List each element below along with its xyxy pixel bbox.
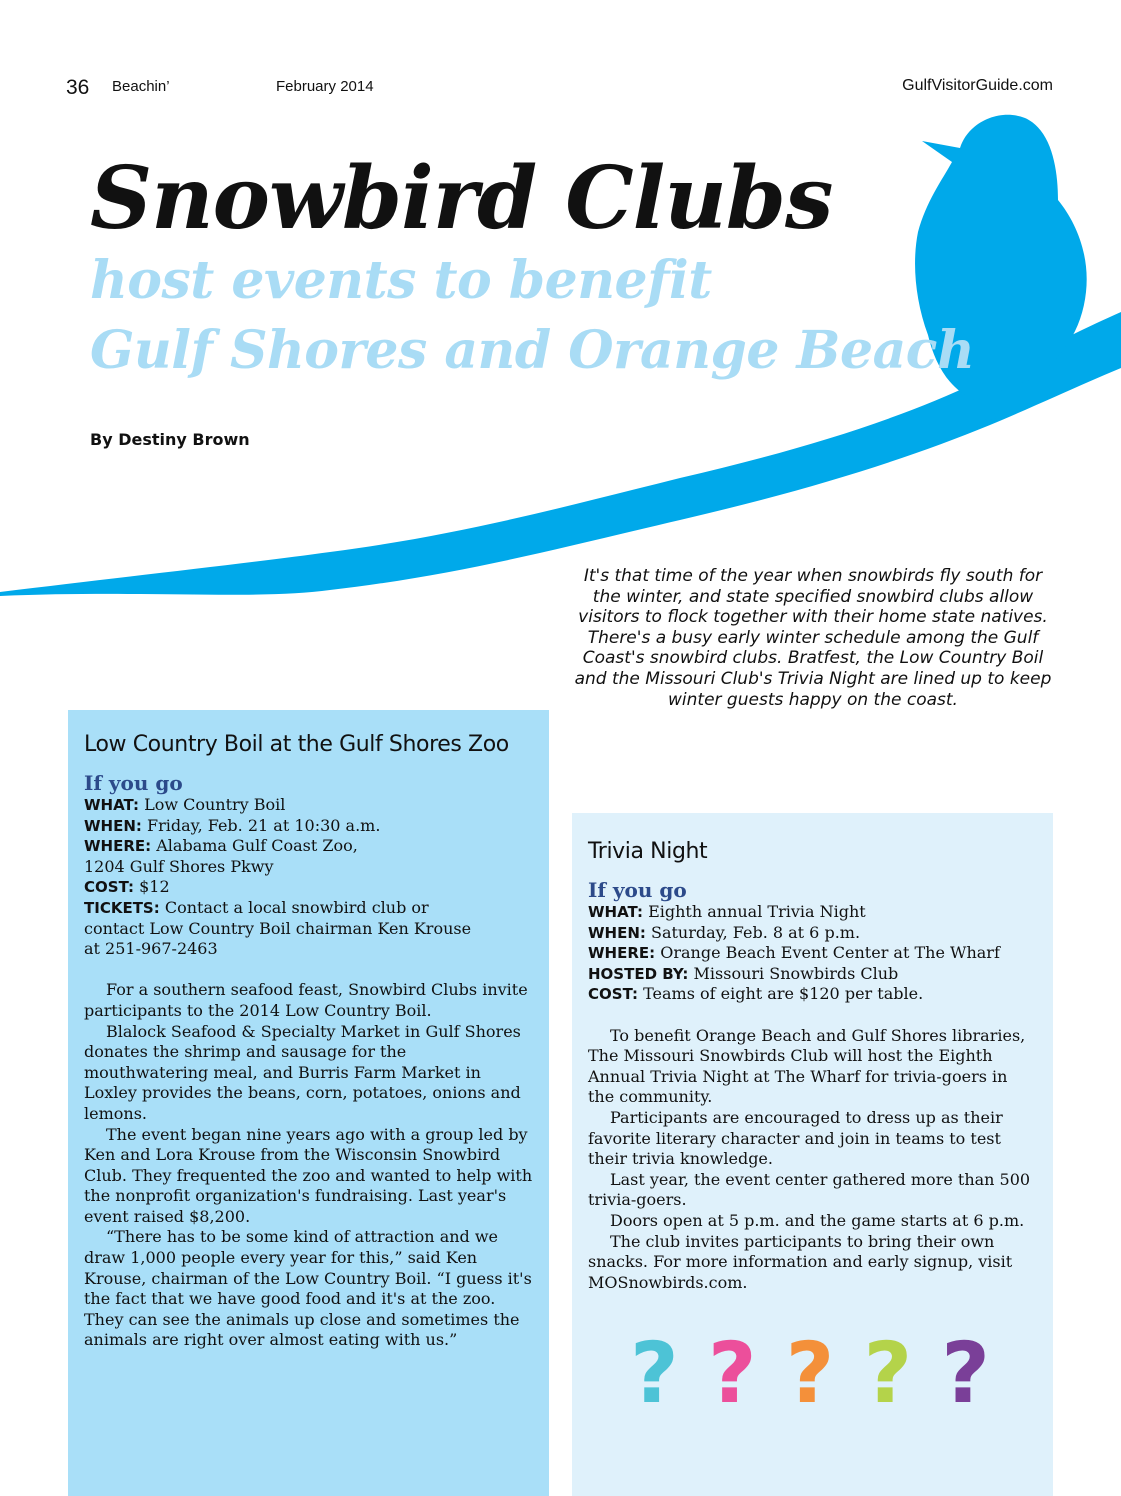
where-label: WHERE: bbox=[588, 944, 656, 963]
body-paragraph: Blalock Seafood & Specialty Market in Gulf Shores donates the shrimp and sausage for the mouthwatering meal, and Burris Farm Market in Loxley provides the beans, corn, potatoes, onions and lemons. bbox=[84, 1021, 521, 1123]
event-facts bbox=[588, 902, 1037, 1005]
question-mark-icon: ? bbox=[785, 1324, 835, 1422]
when-value: Friday, Feb. 21 at 10:30 a.m. bbox=[147, 815, 381, 835]
article-title: Snowbird Clubs bbox=[90, 148, 833, 249]
body-paragraph: Last year, the event center gathered more than 500 trivia-goers. bbox=[588, 1169, 1031, 1210]
section-name: Beachin’ bbox=[112, 78, 170, 95]
event-facts bbox=[84, 795, 533, 960]
tickets-value-line2: contact Low Country Boil chairman Ken Krouse bbox=[84, 918, 472, 938]
issue-date: February 2014 bbox=[276, 78, 374, 95]
tickets-label: TICKETS: bbox=[84, 898, 160, 917]
intro-paragraph: It's that time of the year when snowbirds fly south for the winter, and state specified snowbird clubs allow visitors to flock together with their home state natives. There's a busy early winter schedule among the Gulf Coast's snowbird clubs. Bratfest, the Low Country Boil and the Missouri Club's Trivia Night are lined up to keep winter guests happy on the coast. bbox=[574, 566, 1052, 710]
cost-value: Teams of eight are $120 per table. bbox=[643, 984, 924, 1004]
when-label: WHEN: bbox=[588, 923, 646, 942]
hosted-by-value: Missouri Snowbirds Club bbox=[693, 963, 899, 983]
question-mark-icon: ? bbox=[941, 1324, 990, 1422]
where-label: WHERE: bbox=[84, 837, 152, 856]
site-url: GulfVisitorGuide.com bbox=[902, 77, 1053, 94]
article-subtitle-line1: host events to benefit bbox=[90, 250, 712, 311]
where-value: Orange Beach Event Center at The Wharf bbox=[660, 943, 1000, 963]
question-marks-decoration bbox=[630, 1324, 990, 1422]
cost-label: COST: bbox=[84, 878, 134, 897]
body-paragraph: Participants are encouraged to dress up as their favorite literary character and join in teams to test their trivia knowledge. bbox=[588, 1107, 1003, 1169]
what-value: Low Country Boil bbox=[144, 795, 286, 814]
article-body bbox=[84, 980, 533, 1351]
question-mark-icon: ? bbox=[630, 1324, 679, 1422]
what-label: WHAT: bbox=[588, 903, 643, 921]
article-body bbox=[588, 1026, 1037, 1294]
body-paragraph: The event began nine years ago with a group led by Ken and Lora Krouse from the Wisconsin Snowbird Club. They frequented the zoo and wanted to help with the nonprofit organization's fundraising. Last year's event raised $8,200. bbox=[84, 1124, 533, 1226]
where-value-line2: 1204 Gulf Shores Pkwy bbox=[84, 856, 274, 876]
when-label: WHEN: bbox=[84, 816, 142, 835]
body-paragraph: The club invites participants to bring their own snacks. For more information and early signup, visit MOSnowbirds.com. bbox=[588, 1231, 1013, 1292]
body-paragraph: To benefit Orange Beach and Gulf Shores libraries, The Missouri Snowbirds Club will host the Eighth Annual Trivia Night at The Wharf for trivia-goers in the community. bbox=[588, 1025, 1026, 1107]
tickets-value-line3: at 251-967-2463 bbox=[84, 939, 218, 959]
box-title: Low Country Boil at the Gulf Shores Zoo bbox=[84, 732, 509, 757]
where-value: Alabama Gulf Coast Zoo, bbox=[156, 836, 358, 856]
what-value: Eighth annual Trivia Night bbox=[648, 902, 866, 921]
box-title: Trivia Night bbox=[588, 839, 708, 864]
page-number: 36 bbox=[66, 76, 90, 99]
cost-label: COST: bbox=[588, 985, 638, 1004]
low-country-boil-box bbox=[68, 710, 549, 1496]
if-you-go-heading: If you go bbox=[84, 771, 183, 795]
question-mark-icon: ? bbox=[707, 1324, 757, 1422]
question-mark-icon: ? bbox=[863, 1324, 913, 1422]
tickets-value: Contact a local snowbird club or bbox=[164, 897, 429, 917]
body-paragraph: Doors open at 5 p.m. and the game starts at 6 p.m. bbox=[610, 1210, 1025, 1230]
what-label: WHAT: bbox=[84, 796, 139, 814]
cost-value: $12 bbox=[139, 877, 170, 897]
when-value: Saturday, Feb. 8 at 6 p.m. bbox=[651, 922, 861, 942]
body-paragraph: For a southern seafood feast, Snowbird Clubs invite participants to the 2014 Low Country Boil. bbox=[84, 980, 528, 1020]
body-paragraph: “There has to be some kind of attraction and we draw 1,000 people every year for this,” said Ken Krouse, chairman of the Low Country Boil. “I guess it's the fact that we have good food and it's at the zoo. They can see the animals up close and sometimes the animals are right over almost eating with us.” bbox=[84, 1227, 532, 1350]
article-subtitle-line2: Gulf Shores and Orange Beach bbox=[90, 320, 975, 381]
if-you-go-heading: If you go bbox=[588, 878, 687, 902]
byline: By Destiny Brown bbox=[90, 430, 250, 449]
hosted-by-label: HOSTED BY: bbox=[588, 964, 689, 983]
